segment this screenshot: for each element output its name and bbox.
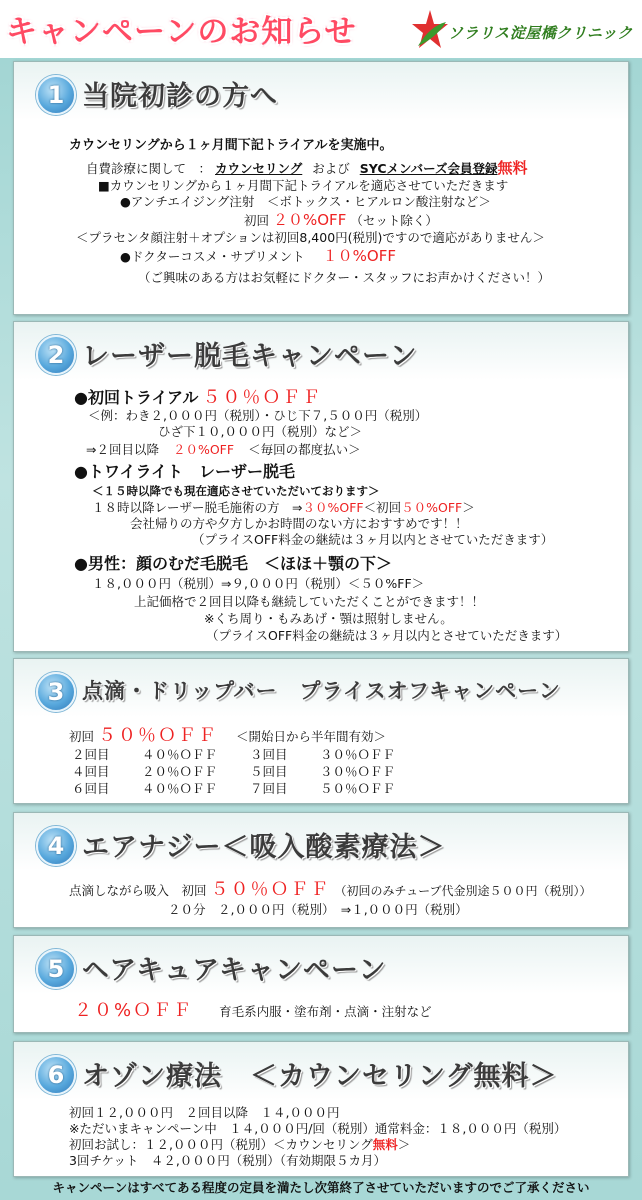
- info-line: ＜１５時以降でも現在適応させていただいております＞: [92, 484, 380, 498]
- info-line: （プライスOFF料金の継続は３ヶ月以内とさせていただきます）: [206, 628, 568, 643]
- number-badge: 6: [36, 1055, 76, 1095]
- table-row: [72, 764, 395, 780]
- trial-heading: [74, 388, 322, 409]
- free-label: 無料: [497, 159, 528, 177]
- visit-label: ２回目: [72, 747, 110, 762]
- discount-line: [120, 248, 396, 265]
- conjunction: および: [312, 161, 350, 176]
- discount-value: ５０％ＯＦＦ: [98, 725, 218, 746]
- discount-value: ３０%OFF: [302, 500, 364, 515]
- section-title: エアナジー＜吸入酸素療法＞: [82, 832, 446, 863]
- number-badge: 5: [36, 949, 76, 989]
- label: ＞: [462, 500, 475, 515]
- note: ＜開始日から半年間有効＞: [235, 729, 386, 744]
- label: 初回: [244, 213, 270, 228]
- visit-label: ５回目: [250, 764, 288, 779]
- info-line: ●アンチエイジング注射 ＜ボトックス・ヒアルロン酸注射など＞: [120, 194, 491, 209]
- discount-value: ２０%ＯＦＦ: [74, 1000, 194, 1021]
- discount-value: ２０%OFF: [273, 211, 347, 229]
- discount-value: ４０％ＯＦＦ: [142, 781, 218, 796]
- table-row: [72, 747, 395, 763]
- clinic-logo[interactable]: [410, 8, 638, 56]
- discount-line: [244, 212, 438, 229]
- section-ozone-therapy: [13, 1041, 629, 1177]
- page-title: キャンペーンのお知らせ: [6, 14, 357, 50]
- discount-value: ５０%OFF: [401, 500, 463, 515]
- visit-label: ４回目: [72, 764, 110, 779]
- label: ＞: [397, 1137, 411, 1152]
- label: １８時以降レーザー脱毛施術の方 ⇒: [92, 500, 303, 515]
- label: ●ドクターコスメ・サプリメント: [120, 249, 305, 264]
- info-line: [86, 160, 528, 177]
- discount-value: ５０％ＯＦＦ: [202, 387, 323, 408]
- info-line: 会社帰りの方や夕方しかお時間のない方におすすめです！！: [130, 516, 468, 531]
- discount-value: ２０%OFF: [172, 442, 235, 457]
- free-label: 無料: [372, 1137, 398, 1152]
- section-title: オゾン療法 ＜カウンセリング無料＞: [82, 1061, 558, 1092]
- section-title: 当院初診の方へ: [82, 81, 278, 112]
- price-line: ※ただいまキャンペーン中 １４,０００円/回（税別）通常料金：１８,０００円（税別）: [69, 1121, 567, 1136]
- note: （セット除く）: [350, 213, 438, 228]
- section-title: レーザー脱毛キャンペーン: [82, 341, 418, 372]
- first-visit-line: [69, 726, 386, 747]
- section-airnergy: [13, 812, 629, 928]
- header: [0, 0, 642, 58]
- info-line: １８,０００円（税別）⇒９,０００円（税別）＜５０%FF＞: [92, 576, 425, 591]
- price-line: 3回チケット ４２,０００円（税別）（有効期限５カ月）: [69, 1153, 387, 1168]
- note: 育毛系内服・塗布剤・点滴・注射など: [219, 1004, 432, 1019]
- label: ＜初回: [363, 500, 402, 515]
- discount-value: ５０％ＯＦＦ: [210, 879, 331, 900]
- info-line: ひざ下１０,０００円（税別）など＞: [158, 424, 362, 439]
- section-hair-cure: [13, 935, 629, 1033]
- label: 初回: [69, 729, 95, 744]
- star-leaf-icon: [410, 8, 450, 56]
- discount-value: ３０％ＯＦＦ: [320, 764, 396, 779]
- counseling-link[interactable]: カウンセリング: [215, 161, 303, 176]
- twilight-heading: ●トワイライト レーザー脱毛: [74, 462, 296, 481]
- number-badge: 3: [36, 672, 76, 712]
- note: ＜毎回の都度払い＞: [248, 442, 361, 457]
- section-title: 点滴・ドリップバー プライスオフキャンペーン: [82, 678, 561, 703]
- section-first-visit: [13, 61, 629, 315]
- visit-label: ６回目: [72, 781, 110, 796]
- men-heading: ●男性：顔のむだ毛脱毛 ＜ほほ＋顎の下＞: [74, 554, 392, 573]
- label: 自費診療に関して ：: [86, 161, 212, 176]
- discount-value: ５０％ＯＦＦ: [320, 781, 396, 796]
- section-drip-bar: [13, 658, 629, 804]
- discount-value: ４０％ＯＦＦ: [142, 747, 218, 762]
- membership-link[interactable]: SYCメンバーズ会員登録: [359, 161, 498, 176]
- number-badge: 1: [36, 75, 76, 115]
- info-line: （ご興味のある方はお気軽にドクター・スタッフにお声かけください！）: [138, 270, 551, 285]
- discount-line: [74, 1000, 432, 1023]
- info-line: 上記価格で２回目以降も継続していただくことができます！！: [134, 594, 485, 609]
- label: 初回お試し：１２,０００円（税別）＜カウンセリング: [69, 1137, 373, 1152]
- section-laser-hair-removal: [13, 321, 629, 652]
- price-line: [69, 1137, 410, 1153]
- intro-line: カウンセリングから１ヶ月間下記トライアルを実施中。: [69, 138, 393, 153]
- discount-line: [86, 442, 361, 458]
- discount-line: [69, 879, 592, 902]
- info-line: （プライスOFF料金の継続は３ヶ月以内とさせていただきます）: [192, 532, 554, 547]
- table-row: [72, 781, 395, 797]
- price-line: 初回１２,０００円 ２回目以降 １４,０００円: [69, 1105, 340, 1120]
- info-line: ＜例：わき２,０００円（税別）・ひじ下７,５００円（税別）: [88, 408, 428, 423]
- discount-line: [92, 500, 475, 516]
- info-line: ※くち周り・もみあげ・顎は照射しません。: [204, 611, 453, 626]
- label: ●初回トライアル: [74, 388, 199, 407]
- footer-note: キャンペーンはすべてある程度の定員を満たし次第終了させていただいますのでご了承ください: [52, 1180, 590, 1195]
- discount-value: ３０％ＯＦＦ: [320, 747, 396, 762]
- info-line: ＜プラセンタ顔注射＋オプションは初回8,400円(税別)ですので適応がありません＞: [76, 230, 545, 245]
- label: 点滴しながら吸入 初回: [69, 883, 207, 898]
- visit-label: ３回目: [250, 747, 288, 762]
- discount-value: ２０％ＯＦＦ: [142, 764, 218, 779]
- discount-value: １０%OFF: [322, 247, 396, 265]
- number-badge: 4: [36, 826, 76, 866]
- clinic-name: ソラリス淀屋橋クリニック: [448, 24, 633, 42]
- section-title: ヘアキュアキャンペーン: [82, 955, 387, 986]
- note: （初回のみチューブ代金別途５００円（税別））: [334, 884, 592, 898]
- info-line: ■カウンセリングから１ヶ月間下記トライアルを適応させていただきます: [98, 178, 509, 193]
- label: ⇒２回目以降: [86, 442, 159, 457]
- visit-label: ７回目: [250, 781, 288, 796]
- price-line: ２０分 ２,０００円（税別） ⇒１,０００円（税別）: [168, 902, 468, 917]
- number-badge: 2: [36, 335, 76, 375]
